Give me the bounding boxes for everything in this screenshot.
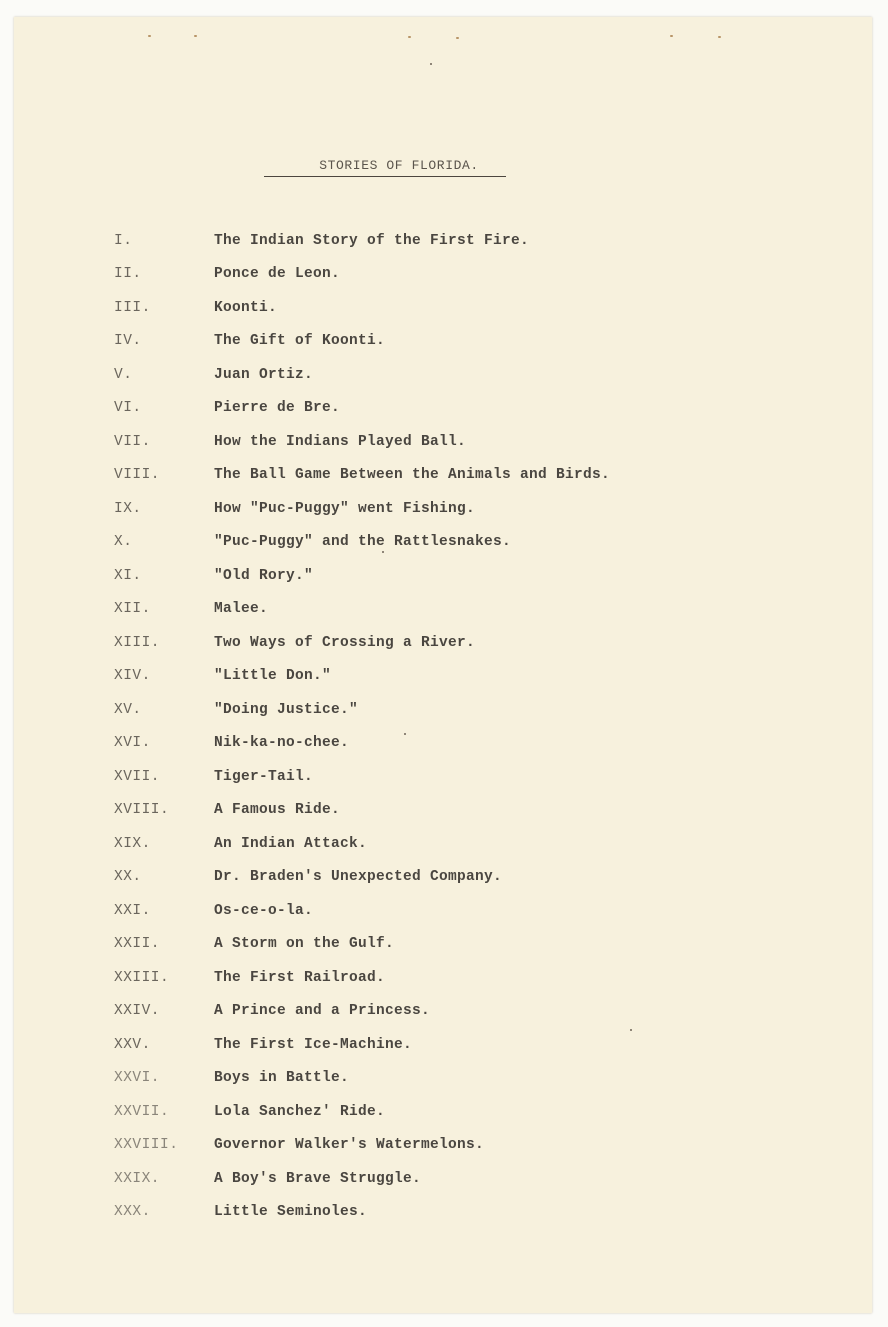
entry-numeral: XI. [114,567,142,584]
entry-title: Ponce de Leon. [214,266,341,283]
contents-entry [114,861,764,895]
entry-title: Malee. [214,601,269,618]
contents-entry [114,660,764,694]
entry-numeral: XXIX. [114,1170,161,1187]
title-underline [264,176,506,177]
entry-numeral: XVIII. [114,802,170,819]
entry-numeral: XV. [114,701,142,718]
contents-entry [114,693,764,727]
contents-entry [114,794,764,828]
contents-entry [114,760,764,794]
entry-title: Juan Ortiz. [214,366,314,383]
entry-title: The Gift of Koonti. [214,333,386,350]
entry-numeral: XXVII. [114,1103,170,1120]
entry-title: A Storm on the Gulf. [214,936,395,953]
contents-entry [114,358,764,392]
page-title: STORIES OF FLORIDA. [319,158,479,173]
contents-entry [114,827,764,861]
staple-mark [718,36,721,38]
paper-speck [430,63,432,65]
contents-entry [114,459,764,493]
entry-numeral: VI. [114,400,142,417]
entry-numeral: I. [114,232,133,249]
entry-numeral: XX. [114,869,142,886]
entry-numeral: XIV. [114,668,151,685]
entry-numeral: VII. [114,433,151,450]
contents-entry [114,559,764,593]
contents-entry [114,224,764,258]
entry-title: The Ball Game Between the Animals and Birds. [214,467,611,484]
entry-title: How the Indians Played Ball. [214,433,467,450]
entry-title: Os-ce-o-la. [214,902,314,919]
entry-title: A Boy's Brave Struggle. [214,1170,422,1187]
contents-entry [114,291,764,325]
entry-title: Two Ways of Crossing a River. [214,634,476,651]
staple-mark [456,37,459,39]
entry-title: Little Seminoles. [214,1204,368,1221]
entry-title: The First Ice-Machine. [214,1036,413,1053]
entry-numeral: XXVIII. [114,1137,179,1154]
contents-entry [114,727,764,761]
entry-numeral: XXI. [114,902,151,919]
entry-title: "Puc-Puggy" and the Rattlesnakes. [214,534,512,551]
entry-title: "Little Don." [214,668,332,685]
entry-numeral: XXVI. [114,1070,161,1087]
entry-title: "Old Rory." [214,567,314,584]
contents-entry [114,1062,764,1096]
entry-title: A Prince and a Princess. [214,1003,431,1020]
entry-title: "Doing Justice." [214,701,359,718]
entry-title: Governor Walker's Watermelons. [214,1137,485,1154]
entry-title: An Indian Attack. [214,835,368,852]
entry-numeral: XVII. [114,768,161,785]
staple-mark [670,35,673,37]
entry-title: Nik-ka-no-chee. [214,735,350,752]
entry-title: The Indian Story of the First Fire. [214,232,530,249]
contents-entry [114,325,764,359]
entry-numeral: IX. [114,500,142,517]
entry-numeral: XXX. [114,1204,151,1221]
contents-entry [114,1028,764,1062]
staple-mark [408,36,411,38]
entry-title: Boys in Battle. [214,1070,350,1087]
contents-entry [114,258,764,292]
entry-numeral: XVI. [114,735,151,752]
entry-title: Pierre de Bre. [214,400,341,417]
contents-entry [114,995,764,1029]
entry-title: Koonti. [214,299,278,316]
entry-title: Dr. Braden's Unexpected Company. [214,869,503,886]
table-of-contents [114,224,764,1229]
contents-entry [114,526,764,560]
entry-numeral: XXII. [114,936,161,953]
entry-numeral: XIII. [114,634,161,651]
entry-numeral: XXV. [114,1036,151,1053]
contents-entry [114,593,764,627]
entry-numeral: II. [114,266,142,283]
contents-entry [114,1196,764,1230]
contents-entry [114,1129,764,1163]
entry-numeral: XIX. [114,835,151,852]
entry-numeral: X. [114,534,133,551]
entry-numeral: XXIV. [114,1003,161,1020]
contents-entry [114,1162,764,1196]
entry-title: How "Puc-Puggy" went Fishing. [214,500,476,517]
entry-numeral: VIII. [114,467,161,484]
entry-numeral: V. [114,366,133,383]
entry-numeral: IV. [114,333,142,350]
entry-title: A Famous Ride. [214,802,341,819]
entry-title: The First Railroad. [214,969,386,986]
entry-numeral: XII. [114,601,151,618]
contents-entry [114,961,764,995]
staple-mark [194,35,197,37]
entry-numeral: III. [114,299,151,316]
staple-mark [148,35,151,37]
contents-entry [114,425,764,459]
entry-title: Lola Sanchez' Ride. [214,1103,386,1120]
contents-entry [114,928,764,962]
contents-entry [114,1095,764,1129]
contents-entry [114,626,764,660]
contents-entry [114,492,764,526]
entry-title: Tiger-Tail. [214,768,314,785]
contents-entry [114,894,764,928]
entry-numeral: XXIII. [114,969,170,986]
contents-entry [114,392,764,426]
